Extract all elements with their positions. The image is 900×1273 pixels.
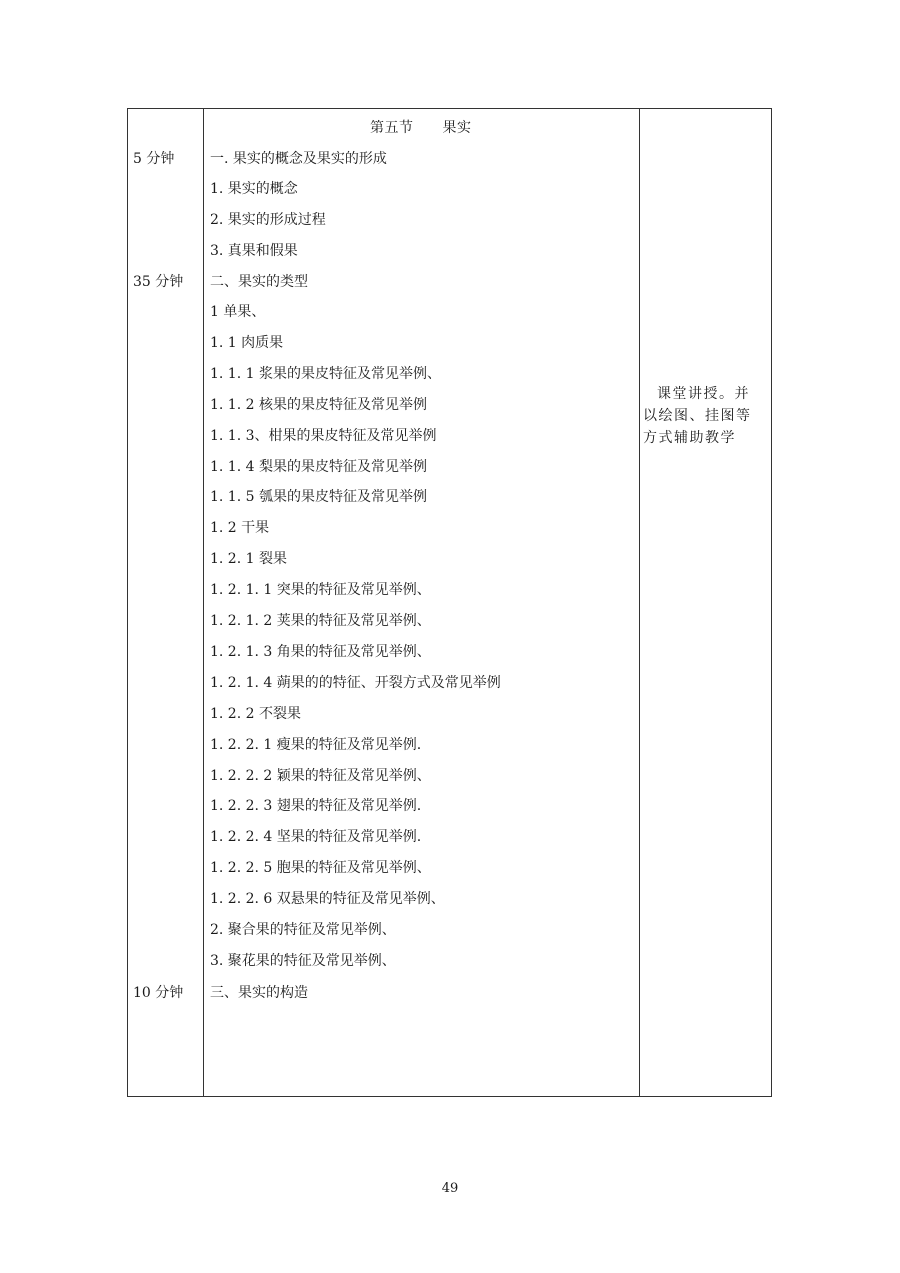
outline-item: 1. 2. 1. 1 突果的特征及常见举例、 [210, 582, 431, 598]
outline-item: 1. 2. 1 裂果 [210, 551, 287, 567]
outline-item: 1. 2. 1. 2 荚果的特征及常见举例、 [210, 613, 431, 629]
outline-item: 1. 2. 1. 3 角果的特征及常见举例、 [210, 644, 431, 660]
outline-item: 1. 2. 2. 6 双悬果的特征及常见举例、 [210, 891, 445, 907]
outline-item: 1. 2. 2. 2 颖果的特征及常见举例、 [210, 768, 431, 784]
outline-item: 1. 1. 3、柑果的果皮特征及常见举例 [210, 428, 437, 444]
outline-item: 3. 聚花果的特征及常见举例、 [210, 953, 396, 969]
outline-item: 3. 真果和假果 [210, 243, 298, 259]
outline-item: 一. 果实的概念及果实的形成 [210, 151, 387, 167]
teaching-method-note: 课堂讲授。并以绘图、挂图等方式辅助教学 [643, 386, 752, 446]
outline-item: 1. 2 干果 [210, 520, 270, 536]
outline-item: 1. 2. 2. 3 翅果的特征及常见举例. [210, 798, 422, 814]
page-number: 49 [441, 1181, 459, 1196]
outline-item: 2. 聚合果的特征及常见举例、 [210, 922, 396, 938]
outline-item: 1. 2. 2. 5 胞果的特征及常见举例、 [210, 860, 431, 876]
time-label-2: 35 分钟 [133, 274, 184, 290]
outline-item: 二、果实的类型 [210, 274, 308, 290]
outline-item: 1. 果实的概念 [210, 181, 298, 197]
outline-item: 1. 1. 1 浆果的果皮特征及常见举例、 [210, 366, 441, 382]
section-title: 第五节 果实 [370, 120, 472, 136]
outline-item: 1. 1. 5 瓠果的果皮特征及常见举例 [210, 489, 427, 505]
outline-item: 三、果实的构造 [210, 985, 308, 1001]
outline-item: 1. 2. 2. 1 瘦果的特征及常见举例. [210, 737, 422, 753]
outline-item: 1. 1 肉质果 [210, 335, 284, 351]
time-label-3: 10 分钟 [133, 985, 184, 1001]
lesson-plan-table [127, 108, 772, 1097]
column-divider-time [203, 109, 204, 1096]
outline-item: 1. 2. 2 不裂果 [210, 706, 301, 722]
outline-item: 1. 2. 1. 4 蒴果的的特征、开裂方式及常见举例 [210, 675, 501, 691]
outline-item: 2. 果实的形成过程 [210, 212, 326, 228]
outline-item: 1. 1. 2 核果的果皮特征及常见举例 [210, 397, 427, 413]
outline-item: 1. 2. 2. 4 坚果的特征及常见举例. [210, 829, 422, 845]
outline-item: 1. 1. 4 梨果的果皮特征及常见举例 [210, 459, 427, 475]
column-divider-method [639, 109, 640, 1096]
outline-item: 1 单果、 [210, 304, 266, 320]
time-label-1: 5 分钟 [133, 151, 175, 167]
